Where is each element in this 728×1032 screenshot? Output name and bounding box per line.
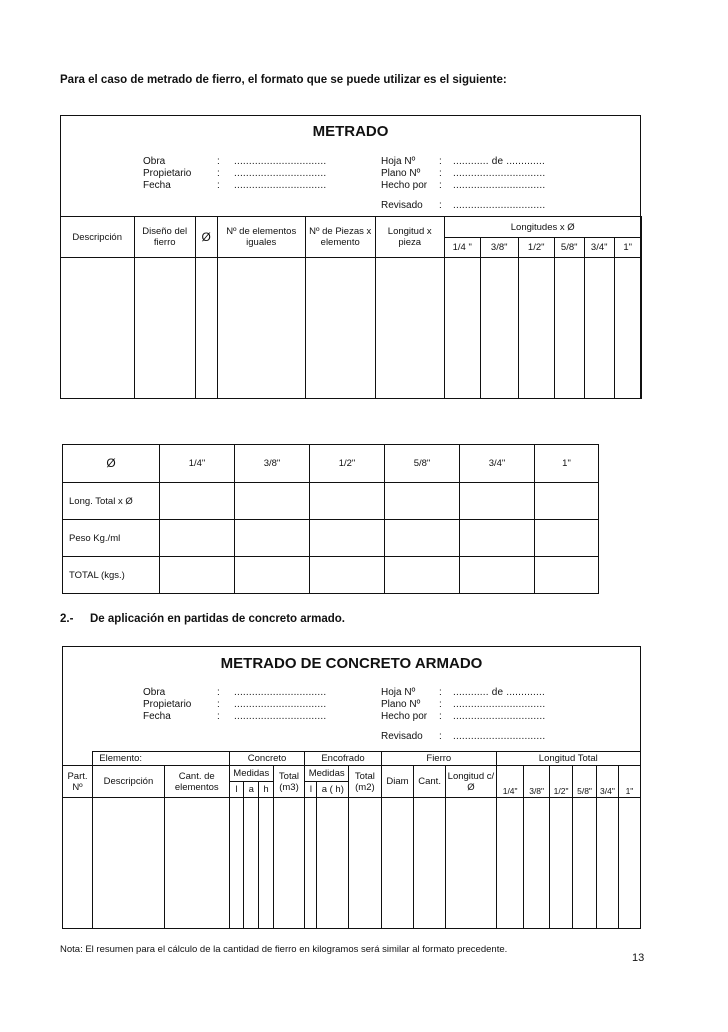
col-descripcion: Descripción <box>60 217 134 258</box>
footer-note: Nota: El resumen para el cálculo de la cantidad de fierro en kilogramos será similar al formato precedente. <box>60 944 508 955</box>
field-sep: : <box>439 699 442 710</box>
field-sep: : <box>439 180 442 191</box>
col-concreto-group: Concreto <box>229 752 304 766</box>
field-plano-blank[interactable]: ............................... <box>453 699 546 710</box>
field-hecho-por-blank[interactable]: ............................... <box>453 180 546 191</box>
field-sep: : <box>217 180 220 191</box>
table-row <box>63 557 599 594</box>
col-size-3-4: 3/4" <box>584 238 614 258</box>
field-sep: : <box>439 156 442 167</box>
metrado-form <box>60 115 641 399</box>
field-label-hoja: Hoja Nº <box>381 687 416 698</box>
summary-size-3-8: 3/8" <box>235 445 310 483</box>
section-2-title: De aplicación en partidas de concreto armado. <box>90 613 345 625</box>
metrado-title: METRADO <box>312 123 389 140</box>
field-label-plano: Plano Nº <box>381 168 421 179</box>
field-sep: : <box>439 200 442 211</box>
col-size-1-2: 1/2" <box>518 238 554 258</box>
col-size-1: 1" <box>614 238 641 258</box>
field-label-hecho-por: Hecho por <box>381 180 428 191</box>
col-elemento: Elemento: <box>93 752 230 766</box>
summary-size-1-2: 1/2" <box>310 445 385 483</box>
summary-size-3-4: 3/4" <box>460 445 535 483</box>
col-lt-size-1-2: 1/2" <box>549 766 572 798</box>
concreto-table <box>62 751 641 929</box>
col-longitudes-group: Longitudes x Ø <box>444 217 641 238</box>
field-hecho-por-blank[interactable]: ............................... <box>453 711 546 722</box>
section-2-heading <box>60 613 345 625</box>
col-fierro-group: Fierro <box>381 752 496 766</box>
summary-size-5-8: 5/8" <box>385 445 460 483</box>
col-lt-size-5-8: 5/8" <box>573 766 596 798</box>
field-plano-blank[interactable]: ............................... <box>453 168 546 179</box>
col-enc-total: Total (m2) <box>349 766 382 798</box>
field-obra-blank[interactable]: ............................... <box>234 687 327 698</box>
field-label-revisado: Revisado <box>381 731 423 742</box>
col-longitud-c: Longitud c/Ø <box>445 766 496 798</box>
field-propietario-blank[interactable]: ............................... <box>234 168 327 179</box>
col-conc-medidas: Medidas <box>229 766 273 782</box>
col-lt-size-3-4: 3/4" <box>596 766 618 798</box>
section-2-number: 2.- <box>60 613 74 625</box>
metrado-table <box>60 216 642 399</box>
col-conc-l: l <box>229 782 243 798</box>
col-size-5-8: 5/8" <box>554 238 584 258</box>
field-label-propietario: Propietario <box>143 168 192 179</box>
field-sep: : <box>217 168 220 179</box>
col-conc-total: Total (m3) <box>273 766 305 798</box>
col-enc-l: l <box>305 782 317 798</box>
col-cant-elementos: Cant. de elementos <box>164 766 229 798</box>
col-enc-medidas: Medidas <box>305 766 349 782</box>
intro-text: Para el caso de metrado de fierro, el formato que se puede utilizar es el siguiente: <box>60 74 507 86</box>
field-fecha-blank[interactable]: ............................... <box>234 180 327 191</box>
col-longitud-pieza: Longitud x pieza <box>375 217 444 258</box>
field-label-hecho-por: Hecho por <box>381 711 428 722</box>
concreto-form <box>62 646 641 929</box>
field-label-fecha: Fecha <box>143 711 171 722</box>
col-n-piezas: Nº de Piezas x elemento <box>305 217 375 258</box>
col-cant: Cant. <box>414 766 446 798</box>
summary-size-1-4: 1/4" <box>160 445 235 483</box>
field-label-obra: Obra <box>143 687 166 698</box>
col-size-3-8: 3/8" <box>480 238 518 258</box>
field-fecha-blank[interactable]: ............................... <box>234 711 327 722</box>
field-revisado-blank[interactable]: ............................... <box>453 731 546 742</box>
col-size-1-4: 1/4 " <box>444 238 480 258</box>
summary-diam-header: Ø <box>63 445 160 483</box>
col-lt-size-3-8: 3/8" <box>524 766 549 798</box>
col-part-n: Part. Nº <box>62 766 93 798</box>
field-sep: : <box>217 687 220 698</box>
col-n-elementos: Nº de elementos iguales <box>217 217 305 258</box>
field-sep: : <box>439 711 442 722</box>
table-row <box>60 258 641 399</box>
field-label-fecha: Fecha <box>143 180 171 191</box>
field-sep: : <box>217 156 220 167</box>
field-revisado-blank[interactable]: ............................... <box>453 200 546 211</box>
page-number: 13 <box>632 952 645 964</box>
field-hoja-blank[interactable]: ............ de ............. <box>453 156 545 167</box>
col-conc-a: a <box>244 782 259 798</box>
col-diametro: Ø <box>195 217 217 258</box>
concreto-title: METRADO DE CONCRETO ARMADO <box>220 655 483 672</box>
table-row <box>63 520 599 557</box>
row-label-long-total: Long. Total x Ø <box>63 483 160 520</box>
field-label-propietario: Propietario <box>143 699 192 710</box>
field-label-hoja: Hoja Nº <box>381 156 416 167</box>
col-lt-size-1: 1" <box>619 766 641 798</box>
col-lt-size-1-4: 1/4" <box>496 766 524 798</box>
row-label-total-kgs: TOTAL (kgs.) <box>63 557 160 594</box>
field-propietario-blank[interactable]: ............................... <box>234 699 327 710</box>
field-hoja-blank[interactable]: ............ de ............. <box>453 687 545 698</box>
summary-size-1: 1" <box>535 445 599 483</box>
row-label-peso: Peso Kg./ml <box>63 520 160 557</box>
table-row <box>63 483 599 520</box>
field-label-plano: Plano Nº <box>381 699 421 710</box>
field-label-obra: Obra <box>143 156 166 167</box>
field-label-revisado: Revisado <box>381 200 423 211</box>
field-sep: : <box>439 731 442 742</box>
col-diseno-fierro: Diseño del fierro <box>134 217 195 258</box>
col-diam: Diam <box>381 766 414 798</box>
col-descripcion: Descripción <box>93 766 164 798</box>
summary-table <box>62 444 599 594</box>
col-longitud-total-group: Longitud Total <box>496 752 640 766</box>
field-sep: : <box>217 711 220 722</box>
field-sep: : <box>439 687 442 698</box>
field-sep: : <box>217 699 220 710</box>
col-enc-a-h: a ( h) <box>317 782 349 798</box>
table-row <box>62 798 640 929</box>
field-sep: : <box>439 168 442 179</box>
col-encofrado-group: Encofrado <box>305 752 381 766</box>
field-obra-blank[interactable]: ............................... <box>234 156 327 167</box>
col-conc-h: h <box>259 782 273 798</box>
